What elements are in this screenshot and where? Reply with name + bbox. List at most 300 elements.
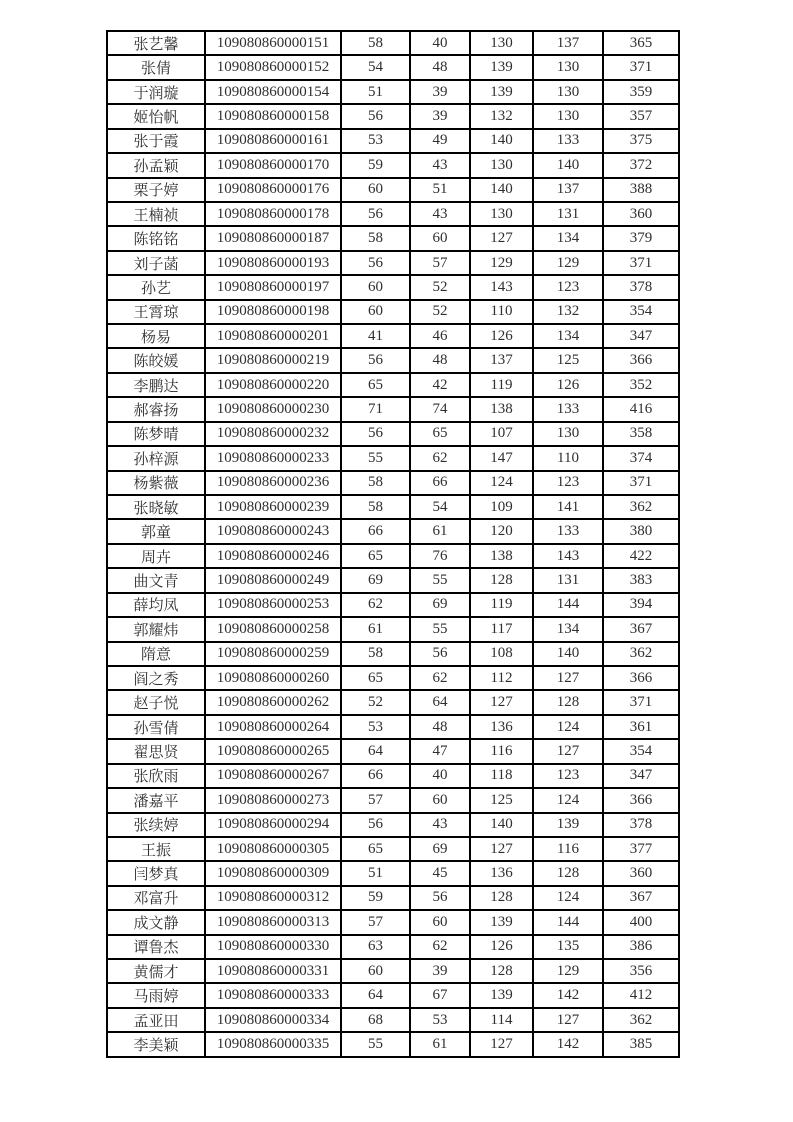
- table-row: [107, 910, 679, 934]
- subject-score-2-cell: 62: [410, 446, 470, 470]
- subject-score-2-cell: 67: [410, 983, 470, 1007]
- score-table: [106, 30, 680, 1058]
- subject-score-4-cell: 130: [533, 55, 603, 79]
- student-name-cell: 孙雪倩: [107, 715, 205, 739]
- candidate-number-cell: 109080860000151: [205, 31, 341, 55]
- candidate-number-cell: 109080860000249: [205, 568, 341, 592]
- subject-score-3-cell: 128: [470, 568, 533, 592]
- total-score-cell: 360: [603, 861, 679, 885]
- subject-score-2-cell: 65: [410, 422, 470, 446]
- student-name-cell: 孙艺: [107, 275, 205, 299]
- student-name-cell: 张续婷: [107, 813, 205, 837]
- total-score-cell: 354: [603, 739, 679, 763]
- subject-score-2-cell: 66: [410, 471, 470, 495]
- student-name-cell: 孙孟颖: [107, 153, 205, 177]
- total-score-cell: 347: [603, 764, 679, 788]
- subject-score-3-cell: 128: [470, 886, 533, 910]
- subject-score-4-cell: 127: [533, 739, 603, 763]
- subject-score-2-cell: 42: [410, 373, 470, 397]
- total-score-cell: 378: [603, 813, 679, 837]
- total-score-cell: 371: [603, 471, 679, 495]
- subject-score-2-cell: 43: [410, 202, 470, 226]
- subject-score-3-cell: 107: [470, 422, 533, 446]
- student-name-cell: 闫梦真: [107, 861, 205, 885]
- subject-score-2-cell: 61: [410, 519, 470, 543]
- candidate-number-cell: 109080860000187: [205, 226, 341, 250]
- table-row: [107, 300, 679, 324]
- subject-score-1-cell: 58: [341, 642, 410, 666]
- subject-score-3-cell: 126: [470, 324, 533, 348]
- candidate-number-cell: 109080860000178: [205, 202, 341, 226]
- subject-score-2-cell: 69: [410, 837, 470, 861]
- total-score-cell: 371: [603, 690, 679, 714]
- table-row: [107, 739, 679, 763]
- subject-score-2-cell: 55: [410, 617, 470, 641]
- subject-score-3-cell: 127: [470, 837, 533, 861]
- student-name-cell: 王楠祯: [107, 202, 205, 226]
- candidate-number-cell: 109080860000335: [205, 1032, 341, 1057]
- total-score-cell: 359: [603, 80, 679, 104]
- subject-score-4-cell: 130: [533, 422, 603, 446]
- subject-score-2-cell: 48: [410, 348, 470, 372]
- subject-score-3-cell: 136: [470, 861, 533, 885]
- subject-score-3-cell: 138: [470, 544, 533, 568]
- subject-score-1-cell: 55: [341, 1032, 410, 1057]
- subject-score-1-cell: 65: [341, 666, 410, 690]
- subject-score-4-cell: 130: [533, 80, 603, 104]
- subject-score-1-cell: 64: [341, 739, 410, 763]
- subject-score-2-cell: 47: [410, 739, 470, 763]
- subject-score-3-cell: 140: [470, 129, 533, 153]
- student-name-cell: 潘嘉平: [107, 788, 205, 812]
- subject-score-3-cell: 140: [470, 813, 533, 837]
- subject-score-1-cell: 65: [341, 837, 410, 861]
- student-name-cell: 周卉: [107, 544, 205, 568]
- total-score-cell: 371: [603, 55, 679, 79]
- subject-score-4-cell: 131: [533, 568, 603, 592]
- student-name-cell: 成文静: [107, 910, 205, 934]
- table-row: [107, 129, 679, 153]
- candidate-number-cell: 109080860000313: [205, 910, 341, 934]
- student-name-cell: 栗子婷: [107, 178, 205, 202]
- table-row: [107, 1008, 679, 1032]
- table-row: [107, 715, 679, 739]
- total-score-cell: 385: [603, 1032, 679, 1057]
- subject-score-1-cell: 58: [341, 495, 410, 519]
- student-name-cell: 黄儒才: [107, 959, 205, 983]
- subject-score-2-cell: 61: [410, 1032, 470, 1057]
- total-score-cell: 412: [603, 983, 679, 1007]
- subject-score-4-cell: 133: [533, 129, 603, 153]
- total-score-cell: 347: [603, 324, 679, 348]
- subject-score-1-cell: 56: [341, 348, 410, 372]
- candidate-number-cell: 109080860000176: [205, 178, 341, 202]
- table-row: [107, 153, 679, 177]
- subject-score-4-cell: 144: [533, 910, 603, 934]
- candidate-number-cell: 109080860000333: [205, 983, 341, 1007]
- candidate-number-cell: 109080860000239: [205, 495, 341, 519]
- candidate-number-cell: 109080860000273: [205, 788, 341, 812]
- subject-score-2-cell: 74: [410, 397, 470, 421]
- candidate-number-cell: 109080860000152: [205, 55, 341, 79]
- candidate-number-cell: 109080860000259: [205, 642, 341, 666]
- subject-score-3-cell: 130: [470, 31, 533, 55]
- table-row: [107, 178, 679, 202]
- subject-score-2-cell: 48: [410, 715, 470, 739]
- candidate-number-cell: 109080860000267: [205, 764, 341, 788]
- candidate-number-cell: 109080860000305: [205, 837, 341, 861]
- subject-score-2-cell: 60: [410, 226, 470, 250]
- candidate-number-cell: 109080860000262: [205, 690, 341, 714]
- subject-score-3-cell: 139: [470, 983, 533, 1007]
- subject-score-3-cell: 139: [470, 80, 533, 104]
- subject-score-4-cell: 134: [533, 324, 603, 348]
- subject-score-1-cell: 65: [341, 373, 410, 397]
- subject-score-3-cell: 125: [470, 788, 533, 812]
- total-score-cell: 360: [603, 202, 679, 226]
- subject-score-4-cell: 123: [533, 764, 603, 788]
- subject-score-2-cell: 40: [410, 31, 470, 55]
- subject-score-1-cell: 58: [341, 31, 410, 55]
- table-row: [107, 348, 679, 372]
- student-name-cell: 陈梦晴: [107, 422, 205, 446]
- subject-score-1-cell: 60: [341, 959, 410, 983]
- student-name-cell: 邓富升: [107, 886, 205, 910]
- subject-score-4-cell: 137: [533, 178, 603, 202]
- subject-score-4-cell: 116: [533, 837, 603, 861]
- table-row: [107, 373, 679, 397]
- total-score-cell: 358: [603, 422, 679, 446]
- total-score-cell: 422: [603, 544, 679, 568]
- total-score-cell: 380: [603, 519, 679, 543]
- subject-score-1-cell: 56: [341, 813, 410, 837]
- subject-score-4-cell: 124: [533, 788, 603, 812]
- subject-score-2-cell: 62: [410, 666, 470, 690]
- subject-score-4-cell: 141: [533, 495, 603, 519]
- subject-score-1-cell: 68: [341, 1008, 410, 1032]
- subject-score-2-cell: 60: [410, 788, 470, 812]
- table-row: [107, 471, 679, 495]
- subject-score-1-cell: 53: [341, 715, 410, 739]
- total-score-cell: 371: [603, 251, 679, 275]
- subject-score-3-cell: 109: [470, 495, 533, 519]
- student-name-cell: 张艺馨: [107, 31, 205, 55]
- subject-score-1-cell: 56: [341, 202, 410, 226]
- subject-score-1-cell: 41: [341, 324, 410, 348]
- table-row: [107, 1032, 679, 1057]
- subject-score-3-cell: 132: [470, 104, 533, 128]
- student-name-cell: 李美颖: [107, 1032, 205, 1057]
- subject-score-4-cell: 129: [533, 251, 603, 275]
- candidate-number-cell: 109080860000201: [205, 324, 341, 348]
- total-score-cell: 372: [603, 153, 679, 177]
- student-name-cell: 张欣雨: [107, 764, 205, 788]
- subject-score-4-cell: 125: [533, 348, 603, 372]
- total-score-cell: 374: [603, 446, 679, 470]
- subject-score-3-cell: 120: [470, 519, 533, 543]
- total-score-cell: 356: [603, 959, 679, 983]
- subject-score-2-cell: 52: [410, 275, 470, 299]
- candidate-number-cell: 109080860000260: [205, 666, 341, 690]
- subject-score-1-cell: 62: [341, 593, 410, 617]
- candidate-number-cell: 109080860000158: [205, 104, 341, 128]
- table-row: [107, 617, 679, 641]
- student-name-cell: 曲文青: [107, 568, 205, 592]
- subject-score-3-cell: 127: [470, 1032, 533, 1057]
- table-row: [107, 837, 679, 861]
- subject-score-2-cell: 51: [410, 178, 470, 202]
- subject-score-2-cell: 43: [410, 153, 470, 177]
- subject-score-3-cell: 117: [470, 617, 533, 641]
- subject-score-3-cell: 110: [470, 300, 533, 324]
- table-row: [107, 422, 679, 446]
- subject-score-4-cell: 123: [533, 275, 603, 299]
- subject-score-2-cell: 52: [410, 300, 470, 324]
- subject-score-1-cell: 58: [341, 471, 410, 495]
- total-score-cell: 383: [603, 568, 679, 592]
- student-name-cell: 薛均凤: [107, 593, 205, 617]
- subject-score-2-cell: 49: [410, 129, 470, 153]
- candidate-number-cell: 109080860000258: [205, 617, 341, 641]
- subject-score-4-cell: 144: [533, 593, 603, 617]
- subject-score-4-cell: 123: [533, 471, 603, 495]
- table-row: [107, 324, 679, 348]
- table-row: [107, 666, 679, 690]
- subject-score-1-cell: 63: [341, 935, 410, 959]
- table-row: [107, 226, 679, 250]
- subject-score-2-cell: 62: [410, 935, 470, 959]
- subject-score-3-cell: 108: [470, 642, 533, 666]
- total-score-cell: 357: [603, 104, 679, 128]
- subject-score-4-cell: 137: [533, 31, 603, 55]
- subject-score-3-cell: 116: [470, 739, 533, 763]
- subject-score-1-cell: 54: [341, 55, 410, 79]
- student-name-cell: 陈铭铭: [107, 226, 205, 250]
- subject-score-1-cell: 58: [341, 226, 410, 250]
- subject-score-1-cell: 55: [341, 446, 410, 470]
- subject-score-3-cell: 119: [470, 593, 533, 617]
- subject-score-4-cell: 132: [533, 300, 603, 324]
- subject-score-3-cell: 136: [470, 715, 533, 739]
- candidate-number-cell: 109080860000309: [205, 861, 341, 885]
- subject-score-2-cell: 56: [410, 886, 470, 910]
- table-row: [107, 983, 679, 1007]
- table-row: [107, 31, 679, 55]
- subject-score-1-cell: 61: [341, 617, 410, 641]
- subject-score-4-cell: 143: [533, 544, 603, 568]
- candidate-number-cell: 109080860000232: [205, 422, 341, 446]
- subject-score-4-cell: 126: [533, 373, 603, 397]
- total-score-cell: 366: [603, 666, 679, 690]
- table-row: [107, 886, 679, 910]
- table-row: [107, 251, 679, 275]
- candidate-number-cell: 109080860000331: [205, 959, 341, 983]
- student-name-cell: 王振: [107, 837, 205, 861]
- table-row: [107, 568, 679, 592]
- subject-score-2-cell: 43: [410, 813, 470, 837]
- student-name-cell: 马雨婷: [107, 983, 205, 1007]
- subject-score-2-cell: 39: [410, 104, 470, 128]
- total-score-cell: 378: [603, 275, 679, 299]
- subject-score-2-cell: 54: [410, 495, 470, 519]
- student-name-cell: 刘子菡: [107, 251, 205, 275]
- candidate-number-cell: 109080860000246: [205, 544, 341, 568]
- student-name-cell: 孙梓源: [107, 446, 205, 470]
- subject-score-4-cell: 124: [533, 886, 603, 910]
- table-row: [107, 959, 679, 983]
- student-name-cell: 于润璇: [107, 80, 205, 104]
- table-row: [107, 104, 679, 128]
- student-name-cell: 郝睿扬: [107, 397, 205, 421]
- subject-score-2-cell: 57: [410, 251, 470, 275]
- subject-score-1-cell: 53: [341, 129, 410, 153]
- candidate-number-cell: 109080860000230: [205, 397, 341, 421]
- subject-score-2-cell: 45: [410, 861, 470, 885]
- candidate-number-cell: 109080860000236: [205, 471, 341, 495]
- subject-score-3-cell: 129: [470, 251, 533, 275]
- table-row: [107, 788, 679, 812]
- subject-score-1-cell: 59: [341, 886, 410, 910]
- total-score-cell: 362: [603, 642, 679, 666]
- candidate-number-cell: 109080860000294: [205, 813, 341, 837]
- subject-score-3-cell: 112: [470, 666, 533, 690]
- table-row: [107, 397, 679, 421]
- subject-score-1-cell: 71: [341, 397, 410, 421]
- subject-score-4-cell: 140: [533, 153, 603, 177]
- subject-score-2-cell: 48: [410, 55, 470, 79]
- subject-score-4-cell: 134: [533, 226, 603, 250]
- subject-score-1-cell: 66: [341, 519, 410, 543]
- student-name-cell: 孟亚田: [107, 1008, 205, 1032]
- subject-score-1-cell: 57: [341, 910, 410, 934]
- subject-score-3-cell: 139: [470, 910, 533, 934]
- subject-score-1-cell: 56: [341, 251, 410, 275]
- subject-score-4-cell: 140: [533, 642, 603, 666]
- subject-score-3-cell: 138: [470, 397, 533, 421]
- subject-score-1-cell: 64: [341, 983, 410, 1007]
- student-name-cell: 翟思贤: [107, 739, 205, 763]
- subject-score-2-cell: 64: [410, 690, 470, 714]
- subject-score-3-cell: 130: [470, 153, 533, 177]
- subject-score-3-cell: 119: [470, 373, 533, 397]
- subject-score-4-cell: 129: [533, 959, 603, 983]
- total-score-cell: 394: [603, 593, 679, 617]
- subject-score-4-cell: 128: [533, 690, 603, 714]
- total-score-cell: 362: [603, 1008, 679, 1032]
- subject-score-4-cell: 134: [533, 617, 603, 641]
- student-name-cell: 赵子悦: [107, 690, 205, 714]
- total-score-cell: 352: [603, 373, 679, 397]
- subject-score-3-cell: 127: [470, 226, 533, 250]
- subject-score-1-cell: 56: [341, 422, 410, 446]
- candidate-number-cell: 109080860000198: [205, 300, 341, 324]
- subject-score-4-cell: 139: [533, 813, 603, 837]
- subject-score-1-cell: 59: [341, 153, 410, 177]
- subject-score-3-cell: 114: [470, 1008, 533, 1032]
- total-score-cell: 362: [603, 495, 679, 519]
- candidate-number-cell: 109080860000170: [205, 153, 341, 177]
- subject-score-3-cell: 143: [470, 275, 533, 299]
- total-score-cell: 416: [603, 397, 679, 421]
- subject-score-1-cell: 66: [341, 764, 410, 788]
- candidate-number-cell: 109080860000253: [205, 593, 341, 617]
- subject-score-3-cell: 130: [470, 202, 533, 226]
- total-score-cell: 386: [603, 935, 679, 959]
- student-name-cell: 姬怡帆: [107, 104, 205, 128]
- student-name-cell: 张晓敏: [107, 495, 205, 519]
- subject-score-3-cell: 124: [470, 471, 533, 495]
- subject-score-3-cell: 147: [470, 446, 533, 470]
- total-score-cell: 361: [603, 715, 679, 739]
- table-row: [107, 55, 679, 79]
- subject-score-4-cell: 131: [533, 202, 603, 226]
- subject-score-3-cell: 128: [470, 959, 533, 983]
- table-row: [107, 544, 679, 568]
- student-name-cell: 郭童: [107, 519, 205, 543]
- table-row: [107, 813, 679, 837]
- total-score-cell: 377: [603, 837, 679, 861]
- score-table-body: [107, 31, 679, 1057]
- candidate-number-cell: 109080860000334: [205, 1008, 341, 1032]
- subject-score-3-cell: 137: [470, 348, 533, 372]
- table-row: [107, 642, 679, 666]
- candidate-number-cell: 109080860000312: [205, 886, 341, 910]
- table-row: [107, 764, 679, 788]
- subject-score-3-cell: 140: [470, 178, 533, 202]
- subject-score-4-cell: 124: [533, 715, 603, 739]
- subject-score-2-cell: 56: [410, 642, 470, 666]
- candidate-number-cell: 109080860000197: [205, 275, 341, 299]
- subject-score-3-cell: 127: [470, 690, 533, 714]
- subject-score-4-cell: 130: [533, 104, 603, 128]
- subject-score-1-cell: 51: [341, 80, 410, 104]
- candidate-number-cell: 109080860000220: [205, 373, 341, 397]
- subject-score-2-cell: 76: [410, 544, 470, 568]
- subject-score-1-cell: 65: [341, 544, 410, 568]
- subject-score-1-cell: 57: [341, 788, 410, 812]
- student-name-cell: 杨紫薇: [107, 471, 205, 495]
- student-name-cell: 隋意: [107, 642, 205, 666]
- candidate-number-cell: 109080860000161: [205, 129, 341, 153]
- total-score-cell: 367: [603, 886, 679, 910]
- total-score-cell: 375: [603, 129, 679, 153]
- subject-score-1-cell: 69: [341, 568, 410, 592]
- total-score-cell: 379: [603, 226, 679, 250]
- subject-score-4-cell: 110: [533, 446, 603, 470]
- table-row: [107, 690, 679, 714]
- subject-score-1-cell: 51: [341, 861, 410, 885]
- subject-score-2-cell: 55: [410, 568, 470, 592]
- candidate-number-cell: 109080860000265: [205, 739, 341, 763]
- subject-score-3-cell: 126: [470, 935, 533, 959]
- subject-score-1-cell: 60: [341, 178, 410, 202]
- subject-score-2-cell: 69: [410, 593, 470, 617]
- total-score-cell: 388: [603, 178, 679, 202]
- table-row: [107, 935, 679, 959]
- candidate-number-cell: 109080860000154: [205, 80, 341, 104]
- subject-score-2-cell: 53: [410, 1008, 470, 1032]
- total-score-cell: 366: [603, 788, 679, 812]
- subject-score-4-cell: 142: [533, 1032, 603, 1057]
- subject-score-2-cell: 39: [410, 959, 470, 983]
- student-name-cell: 阎之秀: [107, 666, 205, 690]
- subject-score-1-cell: 60: [341, 275, 410, 299]
- subject-score-1-cell: 56: [341, 104, 410, 128]
- table-row: [107, 495, 679, 519]
- subject-score-4-cell: 127: [533, 1008, 603, 1032]
- subject-score-1-cell: 52: [341, 690, 410, 714]
- table-row: [107, 275, 679, 299]
